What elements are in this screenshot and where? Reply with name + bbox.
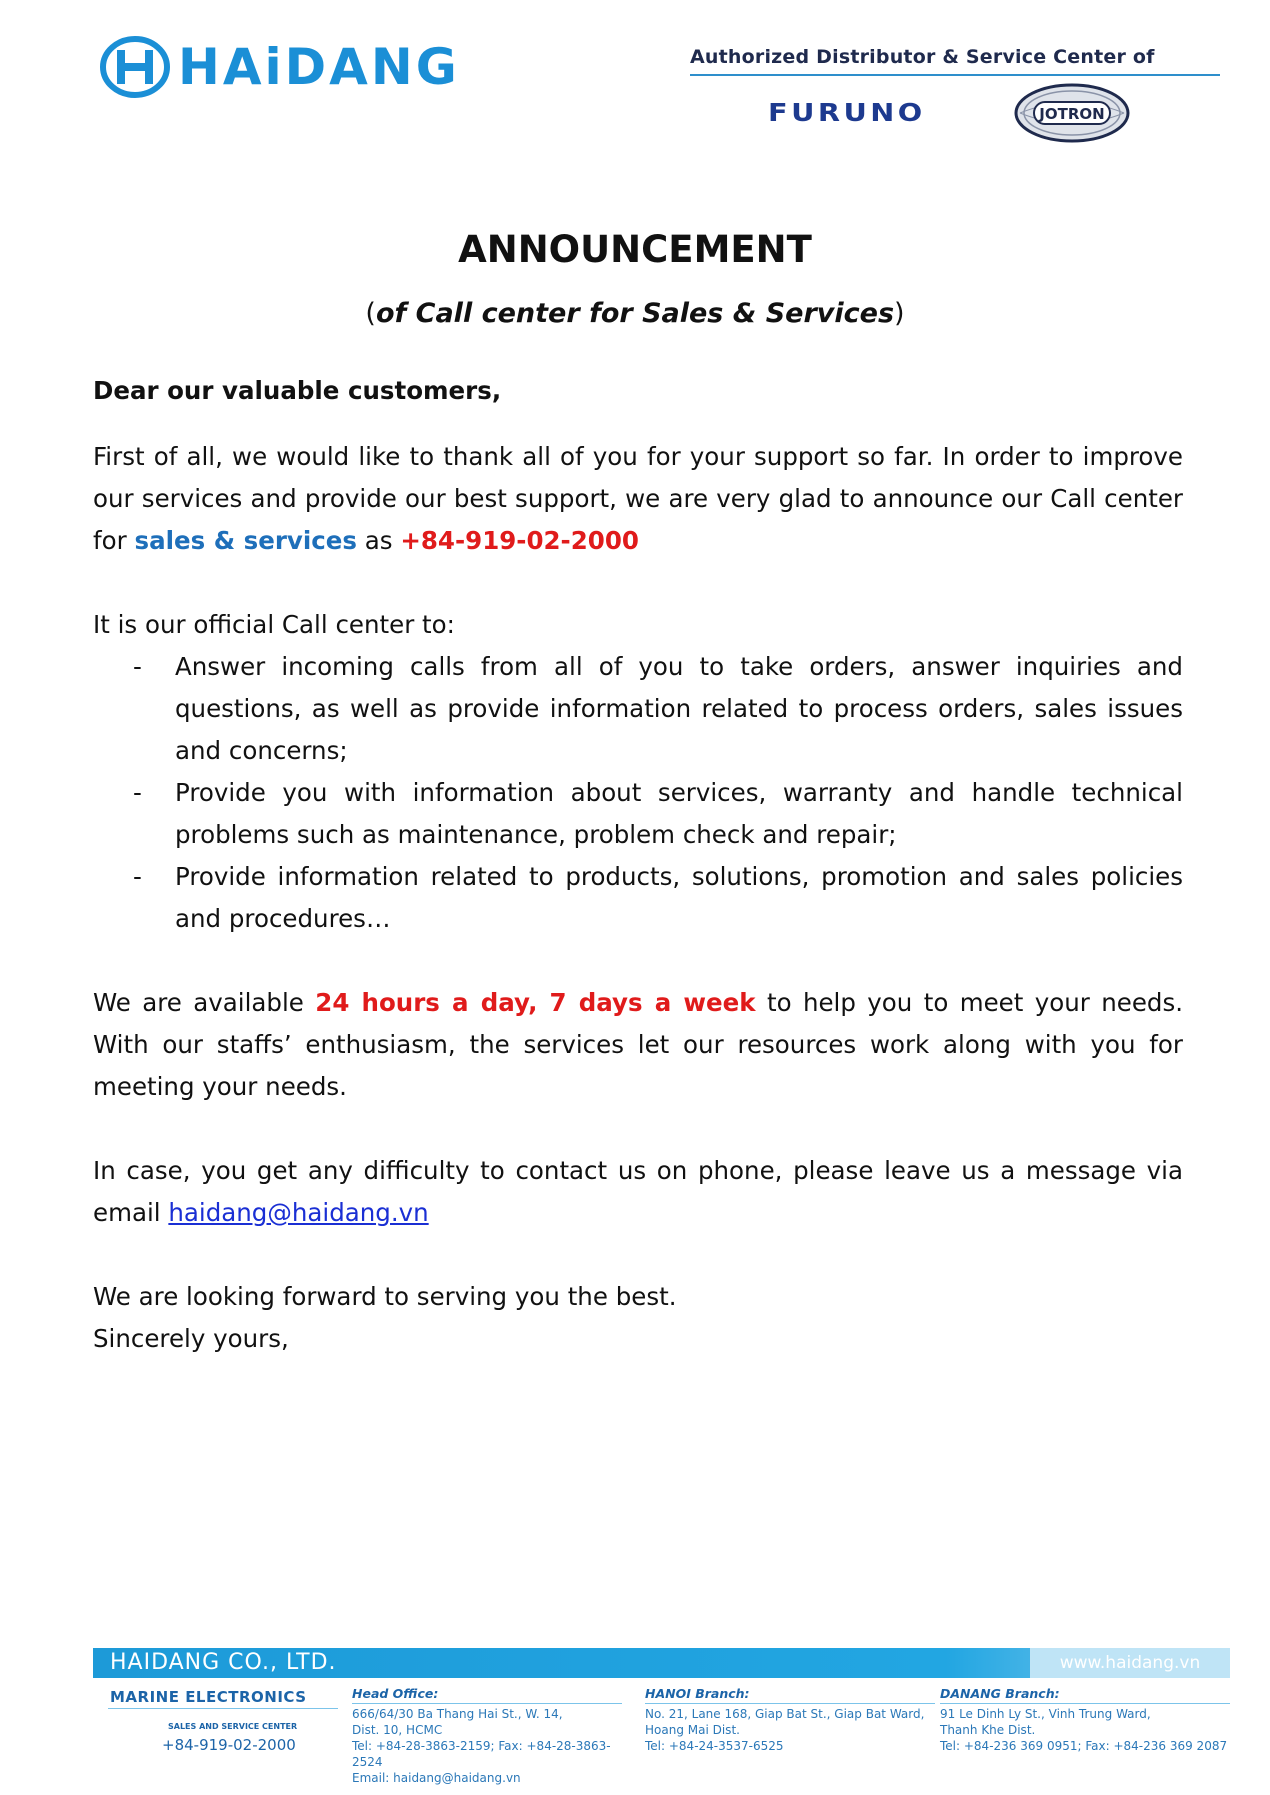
contact-paragraph [93, 1150, 1183, 1234]
footer-danang-branch [940, 1686, 1230, 1754]
sales-services-highlight: sales & services [134, 526, 357, 555]
page-subtitle [0, 298, 1270, 329]
hanoi-address-1: No. 21, Lane 168, Giap Bat St., Giap Bat Ward, [645, 1707, 925, 1721]
footer-sales-service-center: SALES AND SERVICE CENTER [168, 1722, 298, 1731]
greeting: Dear our valuable customers, [93, 376, 502, 405]
header-divider [690, 74, 1220, 76]
page-title: ANNOUNCEMENT [458, 228, 812, 271]
footer-website[interactable]: www.haidang.vn [1030, 1648, 1230, 1678]
footer-company-name: HAIDANG CO., LTD. [110, 1650, 337, 1675]
list-item: - Answer incoming calls from all of you to take orders, answer inquiries and questions, as well as provide information related to process orders, sales issues and concerns; [133, 652, 1183, 765]
hanoi-address-2: Hoang Mai Dist. [645, 1723, 740, 1737]
footer-divider [108, 1708, 338, 1709]
availability-pre: We are available [93, 988, 316, 1017]
announcement-body [93, 370, 1183, 1360]
sign-off: Sincerely yours, [93, 1324, 289, 1353]
head-office-address-1: 666/64/30 Ba Thang Hai St., W. 14, [352, 1707, 563, 1721]
list-item: - Provide you with information about services, warranty and handle technical problems such as maintenance, problem check and repair; [133, 778, 1183, 849]
list-item-text: Provide you with information about services, warranty and handle technical problems such as maintenance, problem check and repair; [175, 778, 1183, 849]
subtitle-close-paren: ) [894, 298, 905, 329]
hanoi-tel: Tel: +84-24-3537-6525 [645, 1739, 784, 1753]
availability-paragraph [93, 982, 1183, 1108]
danang-tel: Tel: +84-236 369 0951; Fax: +84-236 369 2087 [940, 1739, 1228, 1753]
availability-highlight: 24 hours a day, 7 days a week [315, 988, 756, 1017]
footer-hanoi-branch [645, 1686, 935, 1754]
logo-wordmark: HAiDANG [178, 38, 460, 96]
head-office-email[interactable]: Email: haidang@haidang.vn [352, 1771, 521, 1785]
danang-branch-title: DANANG Branch: [940, 1686, 1230, 1704]
hanoi-branch-title: HANOI Branch: [645, 1686, 935, 1704]
jotron-logo-text: JOTRON [1039, 105, 1105, 123]
haidang-logo-icon [100, 36, 170, 98]
head-office-address-2: Dist. 10, HCMC [352, 1723, 443, 1737]
contact-pre: In case, you get any difficulty to contact us on phone, please leave us a message via email [93, 1156, 1183, 1227]
head-office-tel: Tel: +84-28-3863-2159; Fax: +84-28-3863-2524 [352, 1739, 611, 1769]
list-item-text: Answer incoming calls from all of you to take orders, answer inquiries and questions, as well as provide information related to process orders, sales issues and concerns; [175, 652, 1183, 765]
list-item: - Provide information related to products, solutions, promotion and sales policies and procedures… [133, 862, 1183, 933]
authorized-distributor-text: Authorized Distributor & Service Center of [690, 46, 1155, 68]
subtitle-text: of Call center for Sales & Services [375, 298, 895, 329]
footer-head-office [352, 1686, 622, 1786]
list-intro: It is our official Call center to: [93, 610, 455, 639]
footer-marine-electronics: MARINE ELECTRONICS [110, 1688, 307, 1706]
call-center-phone[interactable]: +84-919-02-2000 [400, 526, 639, 555]
closing-line: We are looking forward to serving you the best. [93, 1282, 677, 1311]
intro-paragraph [93, 436, 1183, 562]
danang-address-1: 91 Le Dinh Ly St., Vinh Trung Ward, [940, 1707, 1151, 1721]
danang-address-2: Thanh Khe Dist. [940, 1723, 1036, 1737]
list-item-text: Provide information related to products, solutions, promotion and sales policies and procedures… [175, 862, 1183, 933]
subtitle-open-paren: ( [365, 298, 376, 329]
intro-mid: as [357, 526, 401, 555]
head-office-title: Head Office: [352, 1686, 622, 1704]
footer-phone[interactable]: +84-919-02-2000 [162, 1736, 296, 1754]
email-link[interactable]: haidang@haidang.vn [168, 1198, 429, 1227]
jotron-logo [1012, 82, 1132, 148]
services-list [93, 646, 1183, 940]
furuno-logo: FURUNO [768, 98, 926, 127]
haidang-logo [100, 36, 460, 98]
intro-text: First of all, we would like to thank all of you for your support so far. In order to improve our services and provide our best support, we are very glad to announce our Call center for [93, 442, 1183, 555]
availability-post: to help you to meet your needs. With our staffs’ enthusiasm, the services let our resources work along with you for meeting your needs. [93, 988, 1183, 1101]
